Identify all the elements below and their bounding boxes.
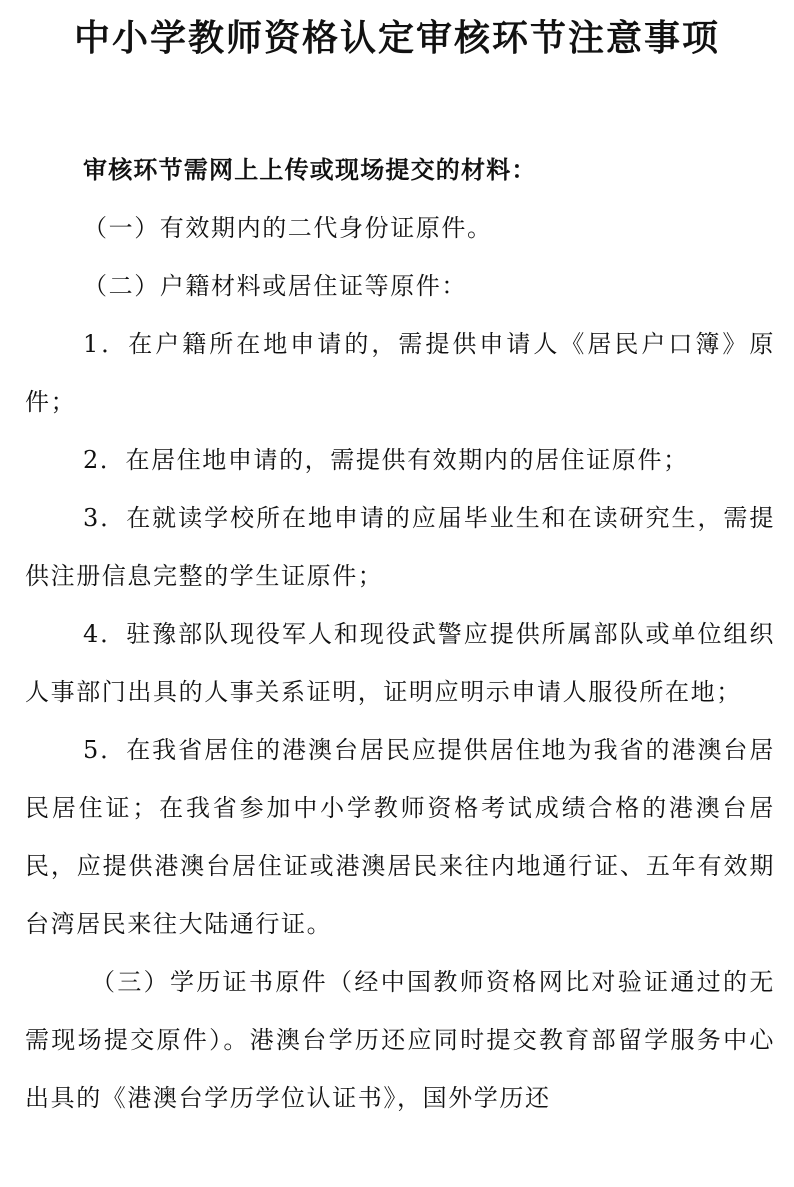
paragraph-sub-3: 3．在就读学校所在地申请的应届毕业生和在读研究生，需提供注册信息完整的学生证原件； <box>25 504 775 590</box>
document-title: 中小学教师资格认定审核环节注意事项 <box>73 17 720 59</box>
paragraph-item-1: （一）有效期内的二代身份证原件。 <box>83 214 493 242</box>
paragraph-sub-4: 4．驻豫部队现役军人和现役武警应提供所属部队或单位组织人事部门出具的人事关系证明，证明应明示申请人服役所在地； <box>25 620 775 706</box>
paragraph-sub-2: 2．在居住地申请的，需提供有效期内的居住证原件； <box>83 446 689 474</box>
paragraph-item-2: （二）户籍材料或居住证等原件： <box>83 272 467 300</box>
lead-paragraph: 审核环节需网上上传或现场提交的材料： <box>83 156 537 184</box>
paragraph-sub-1: 1．在户籍所在地申请的，需提供申请人《居民户口簿》原件； <box>25 330 775 416</box>
paragraph-item-3: （三）学历证书原件（经中国教师资格网比对验证通过的无需现场提交原件）。港澳台学历还应同时提交教育部留学服务中心出具的《港澳台学历学位认证书》，国外学历还 <box>25 968 775 1112</box>
document-body <box>25 141 775 1127</box>
paragraph-sub-5: 5．在我省居住的港澳台居民应提供居住地为我省的港澳台居民居住证；在我省参加中小学教师资格考试成绩合格的港澳台居民，应提供港澳台居住证或港澳居民来往内地通行证、五年有效期台湾居民来往大陆通行证。 <box>25 736 775 938</box>
